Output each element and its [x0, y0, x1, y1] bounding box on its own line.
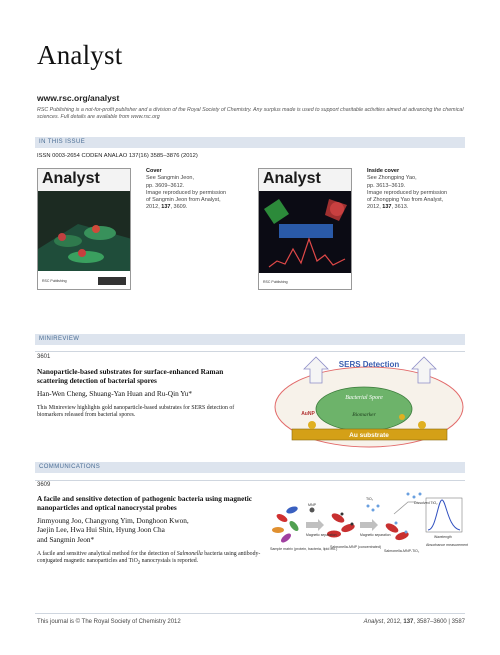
inside-cover-image	[258, 168, 352, 290]
sers-figure	[272, 355, 467, 451]
section-bar-minireview	[35, 334, 465, 345]
article-authors: Jinmyoung Joo, Changyong Yim, Donghoon Kwon, Jaejin Lee, Hwa Hui Shin, Hyung Joon Cha and Sangmin Jeon*	[37, 516, 189, 544]
inside-cover-caption-line: Image reproduced by permission	[367, 189, 448, 196]
article-page-number: 3601	[37, 354, 51, 360]
au-substrate-label: Au substrate	[349, 432, 389, 439]
publisher-note: RSC Publishing is a not-for-profit publisher and a division of the Royal Society of Chemistry. Any surplus made is used to support charitable activities aimed at advancing the chemical sciences. Full details are available from www.rsc.org	[37, 107, 464, 120]
salmonella-mnp-tio2-cluster	[384, 521, 410, 541]
cover-label: Cover	[146, 168, 162, 174]
section-heading: COMMUNICATIONS	[39, 464, 101, 470]
cover-caption-line: See Sangmin Jeon,	[146, 175, 195, 182]
magnetic-separation-label: Magnetic separation	[360, 533, 391, 537]
dissolved-tio2-label: Dissolved TiO₂	[414, 501, 438, 505]
section-bar-communications	[35, 462, 465, 473]
section-heading: MINIREVIEW	[39, 336, 80, 342]
issn-line: ISSN 0003-2654 CODEN ANALAO 137(16) 3585–3876 (2012)	[37, 153, 198, 159]
tio2-label: TiO₂	[366, 497, 374, 501]
inside-cover-caption-line: pp. 3613–3619.	[367, 182, 406, 189]
salmonella-mnp-label: Salmonella-MNP (concentrated)	[330, 545, 382, 549]
biomarker-label: Biomarker	[352, 412, 376, 418]
inside-cover-title: Analyst	[263, 170, 321, 187]
footer-citation: Analyst, 2012, 137, 3587–3600 | 3587	[363, 619, 465, 625]
article-title[interactable]: A facile and sensitive detection of pathogenic bacteria using magnetic nanoparticles and optical nanocrystal probes	[37, 494, 253, 512]
cover-caption-line: Image reproduced by permission	[146, 189, 227, 196]
cover-caption	[146, 168, 246, 212]
section-bar-in-this-issue	[35, 137, 465, 148]
inside-cover-citation: 2012, 137, 3613.	[367, 204, 409, 211]
cover-citation: 2012, 137, 3609.	[146, 204, 188, 211]
inside-cover-caption-line: of Zhongping Yao from Analyst,	[367, 197, 444, 204]
journal-name: Analyst	[37, 40, 123, 70]
absorbance-label: Absorbance measurement	[426, 543, 468, 547]
salmonella-mnp-tio2-label: Salmonella-MNP-TiO₂	[384, 549, 420, 553]
article-page-number: 3609	[37, 482, 51, 488]
dissolved-tio2-dots	[407, 493, 422, 499]
article-authors: Han-Wen Cheng, Shuang-Yan Huan and Ru-Qin Yu*	[37, 389, 193, 398]
inside-cover-caption	[367, 168, 467, 212]
article-title[interactable]: Nanoparticle-based substrates for surface-enhanced Raman scattering detection of bacterial spores	[37, 367, 224, 385]
wavelength-label: Wavelength	[434, 535, 452, 539]
tio2-particles	[367, 505, 380, 512]
aunp-label: AuNP	[301, 411, 315, 417]
cover-title: Analyst	[42, 170, 100, 187]
sample-matrix-label: Sample matrix (protein, bacteria, lipid etc.)	[270, 547, 338, 551]
divider	[35, 480, 465, 481]
bacterial-spore-label: Bacterial Spore	[345, 395, 383, 401]
cover-image	[37, 168, 131, 290]
cover-publisher-mark: RSC Publishing	[42, 279, 67, 283]
cover-caption-line: pp. 3609–3612.	[146, 182, 185, 189]
detection-figure	[268, 488, 468, 568]
mnp-label: MNP	[308, 503, 316, 507]
footer-rule	[35, 613, 465, 614]
inside-cover-publisher-mark: RSC Publishing	[263, 280, 288, 284]
sers-detection-label: SERS Detection	[338, 360, 400, 369]
article-summary: This Minireview highlights gold nanoparticle-based substrates for SERS detection of biomarkers released from bacterial spores.	[37, 405, 235, 419]
sample-matrix-cluster	[272, 505, 300, 544]
cover-caption-line: of Sangmin Jeon from Analyst,	[146, 197, 221, 204]
section-heading: IN THIS ISSUE	[39, 139, 86, 145]
inside-cover-label: Inside cover	[367, 168, 400, 174]
journal-url[interactable]: www.rsc.org/analyst	[37, 93, 120, 103]
magnetic-separation-label: Magnetic separation	[306, 533, 337, 537]
article-summary: A facile and sensitive analytical method for the detection of Salmonella bacteria using antibody-conjugated magnetic nanoparticles and TiO$_2$ nanocrystals is reported.	[37, 551, 261, 567]
inside-cover-caption-line: See Zhongping Yao,	[367, 175, 417, 182]
divider	[35, 351, 465, 352]
footer-copyright: This journal is © The Royal Society of Chemistry 2012	[37, 619, 181, 625]
